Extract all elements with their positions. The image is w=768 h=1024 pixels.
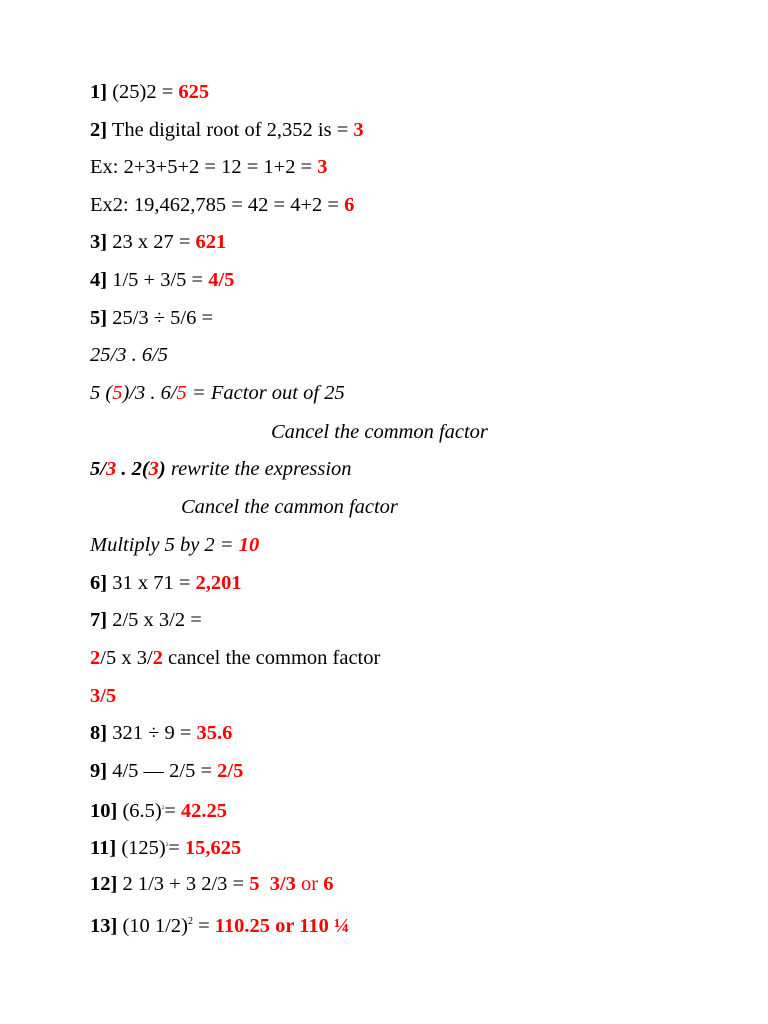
problem-2 [90,118,364,142]
problem-12 [90,872,334,896]
problem-11 [90,834,241,860]
answer: 621 [195,231,227,253]
problem-text: 2 1/3 + 3 2/3 = [117,873,250,895]
highlight-factor: 2 [90,647,101,669]
exponent: 2 [165,843,169,848]
answer: 3 [317,156,328,178]
problem-number: 8] [90,722,108,744]
problem-13 [90,910,349,938]
step-part: /5 x 3/ [100,647,153,669]
problem-text: 1/5 + 3/5 = [107,269,209,291]
problem-5 [90,306,213,330]
answer: 35.6 [196,722,233,744]
example-2 [90,193,354,217]
step-part: = Factor out of 25 [186,382,345,404]
answer: 15,625 [184,836,242,859]
step-factor-out [90,381,345,405]
problem-8 [90,721,232,745]
problem-text: = [164,799,181,822]
step-part: rewrite the expression [165,458,352,480]
answer: 5 3/3 [249,873,296,895]
step-line: 25/3 . 6/5 [90,344,169,366]
highlight-factor: 5 [112,382,123,404]
step-note: Cancel the common factor [271,421,488,443]
problem-number: 1] [90,81,108,103]
exponent: 2 [161,806,165,811]
problem-text: 2/5 x 3/2 = [107,609,202,631]
problem-number: 11] [90,836,117,859]
answer: 6 [344,194,355,216]
problem-text: (25)2 = [107,81,179,103]
problem-4 [90,268,234,292]
problem-7 [90,608,202,632]
answer: 2/5 [217,760,244,782]
step-part: )/3 . 6/ [122,382,177,404]
problem-text: 23 x 27 = [107,231,196,253]
highlight-factor: 3 [105,458,117,480]
problem-number: 6] [90,572,108,594]
problem-number: 2] [90,119,108,141]
problem-text: (10 1/2) [117,914,188,937]
answer: 4/5 [208,269,235,291]
problem-text: 25/3 ÷ 5/6 = [107,307,214,329]
problem-number: 5] [90,307,108,329]
highlight-factor: 3 [148,458,159,480]
problem-number: 13] [90,914,118,937]
highlight-factor: 5 [176,382,187,404]
answer: 625 [178,81,210,103]
problem-number: 10] [90,799,118,822]
step-part: 5 ( [90,382,113,404]
answer-connector: or [295,873,324,895]
problem-number: 12] [90,873,118,895]
step-part: ) [158,458,166,480]
problem-9 [90,759,243,783]
answer: 3 [353,119,364,141]
example-1 [90,155,328,179]
problem-text: 31 x 71 = [107,572,196,594]
answer: 42.25 [180,799,228,822]
problem-3 [90,230,226,254]
problem-text: The digital root of 2,352 is = [107,119,354,141]
step-part: . 2( [116,458,149,480]
step-note: Cancel the cammon factor [181,496,398,518]
problem-text: = [168,836,185,859]
answer: 3/5 [90,685,117,707]
problem-number: 3] [90,231,108,253]
exponent: 2 [187,916,193,927]
highlight-factor: 2 [152,647,163,669]
step-multiply [90,533,259,557]
step-part: cancel the common factor [162,647,381,669]
problem-number: 4] [90,269,108,291]
problem-6 [90,571,242,595]
answer: 2,201 [195,572,242,594]
example-text: Ex: 2+3+5+2 = 12 = 1+2 = [90,156,318,178]
problem-text: (6.5) [117,799,162,822]
problem-text: 4/5 — 2/5 = [107,760,218,782]
problem-text: (125) [116,836,166,859]
example-text: Ex2: 19,462,785 = 42 = 4+2 = [90,194,345,216]
answer: 10 [238,534,260,556]
problem-number: 7] [90,609,108,631]
step-part: 5/ [90,458,106,480]
problem-1 [90,80,209,104]
answer: 110.25 or 110 ¼ [214,914,350,937]
problem-10 [90,797,227,823]
step-cancel [90,646,380,670]
step-part: Multiply 5 by 2 = [90,534,239,556]
problem-number: 9] [90,760,108,782]
answer: 6 [323,873,334,895]
step-rewrite [90,457,352,481]
problem-text: = [192,914,215,937]
problem-text: 321 ÷ 9 = [107,722,197,744]
